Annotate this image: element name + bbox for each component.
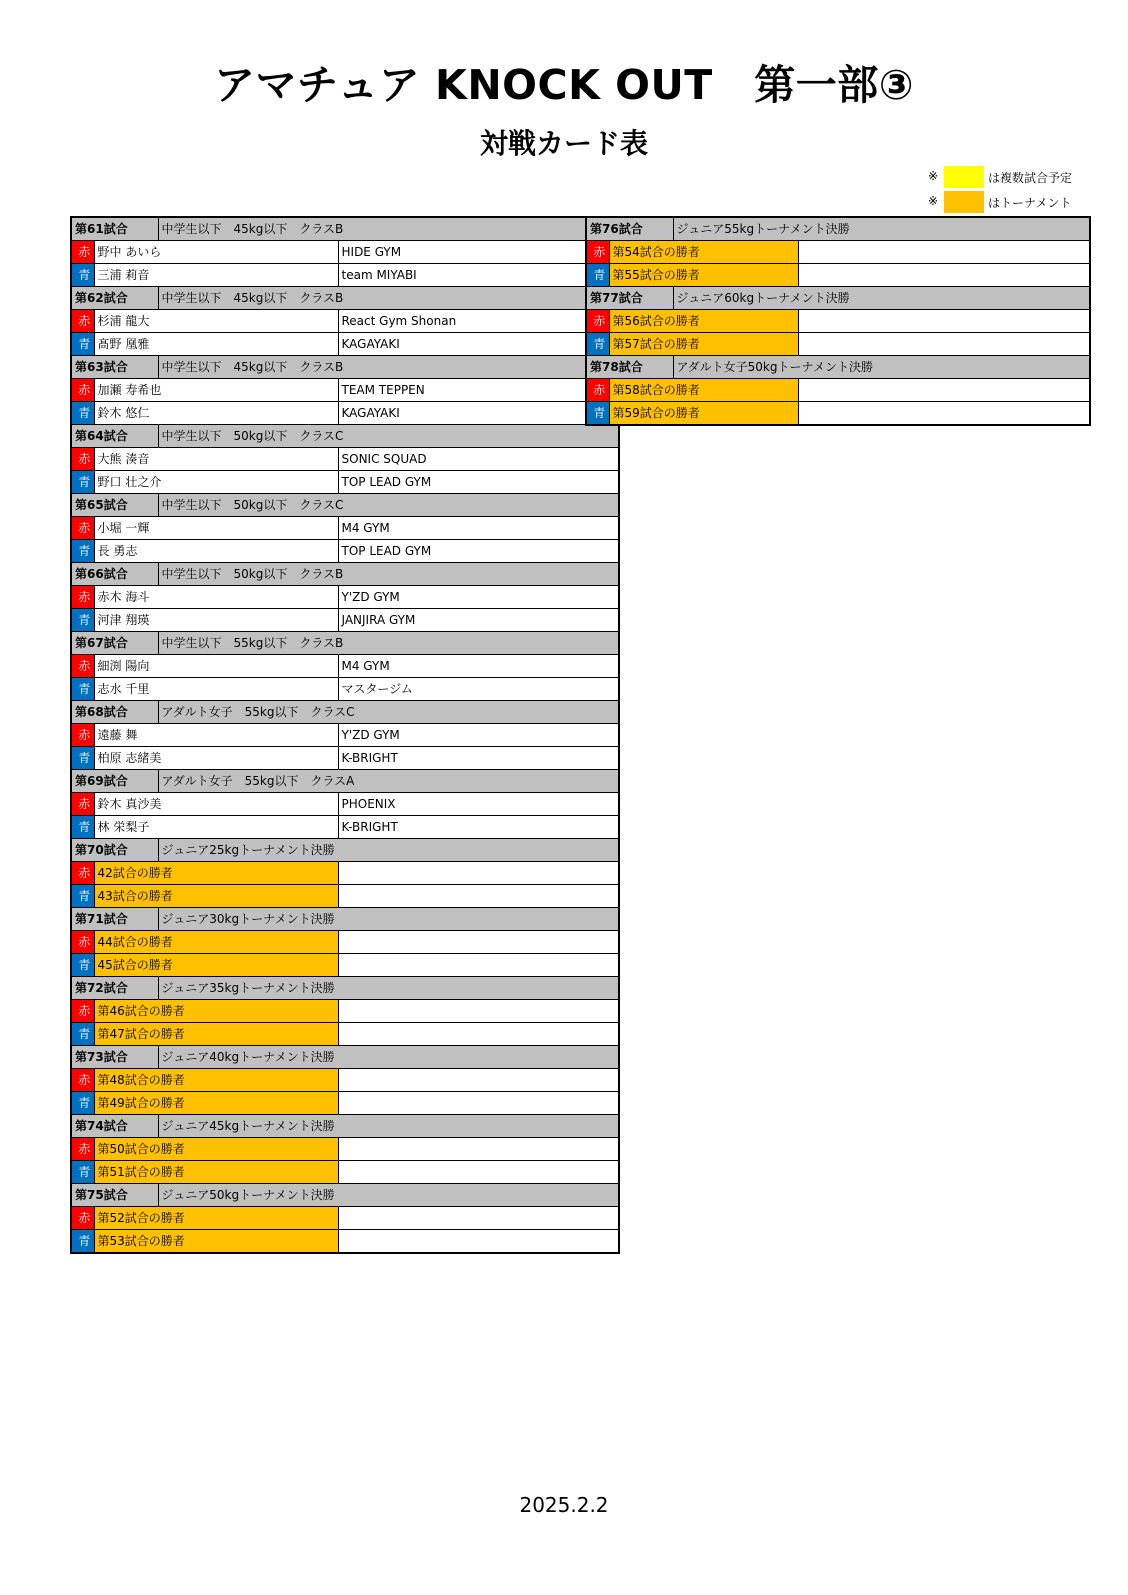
match-header-row xyxy=(71,839,619,862)
match-header-row xyxy=(71,1184,619,1207)
red-corner-label: 赤 xyxy=(71,793,94,816)
fighter-gym xyxy=(338,1069,619,1092)
fighter-name: 45試合の勝者 xyxy=(94,954,338,977)
legend-row-tournament xyxy=(928,191,1108,214)
fighter-name: 第49試合の勝者 xyxy=(94,1092,338,1115)
match-category: ジュニア25kgトーナメント決勝 xyxy=(158,839,619,862)
fighter-row-red xyxy=(71,793,619,816)
match-category: 中学生以下 50kg以下 クラスC xyxy=(158,494,619,517)
fighter-gym xyxy=(798,333,1090,356)
red-corner-label: 赤 xyxy=(586,241,609,264)
red-corner-label: 赤 xyxy=(71,1207,94,1230)
match-number: 第73試合 xyxy=(71,1046,158,1069)
fighter-name: 大熊 湊音 xyxy=(94,448,338,471)
fighter-gym xyxy=(338,931,619,954)
match-number: 第69試合 xyxy=(71,770,158,793)
match-header-row xyxy=(71,494,619,517)
match-header-row xyxy=(71,1115,619,1138)
match-category: 中学生以下 45kg以下 クラスB xyxy=(158,217,619,241)
fighter-name: 柏原 志緒美 xyxy=(94,747,338,770)
fighter-row-blue xyxy=(71,609,619,632)
fighter-gym xyxy=(338,862,619,885)
red-corner-label: 赤 xyxy=(71,862,94,885)
page-title: アマチュア KNOCK OUT 第一部③ xyxy=(214,61,914,109)
match-header-row xyxy=(71,977,619,1000)
fighter-gym: Y'ZD GYM xyxy=(338,586,619,609)
fighter-name: 第57試合の勝者 xyxy=(609,333,798,356)
fighter-name: 第46試合の勝者 xyxy=(94,1000,338,1023)
match-header-row xyxy=(71,287,619,310)
fighter-gym: KAGAYAKI xyxy=(338,333,619,356)
fighter-gym: マスタージム xyxy=(338,678,619,701)
fighter-row-blue xyxy=(71,471,619,494)
fighter-gym xyxy=(798,241,1090,264)
fighter-row-blue xyxy=(71,885,619,908)
blue-corner-label: 青 xyxy=(71,816,94,839)
blue-corner-label: 青 xyxy=(71,678,94,701)
fighter-row-red xyxy=(586,310,1090,333)
match-number: 第62試合 xyxy=(71,287,158,310)
fighter-name: 志水 千里 xyxy=(94,678,338,701)
fighter-gym xyxy=(798,310,1090,333)
fighter-name: 鈴木 真沙美 xyxy=(94,793,338,816)
match-number: 第75試合 xyxy=(71,1184,158,1207)
fighter-row-blue xyxy=(586,402,1090,426)
blue-corner-label: 青 xyxy=(71,264,94,287)
fighter-row-blue xyxy=(71,954,619,977)
fighter-gym: TOP LEAD GYM xyxy=(338,471,619,494)
legend-mark: ※ xyxy=(928,169,939,183)
fighter-gym: KAGAYAKI xyxy=(338,402,619,425)
fighter-row-red xyxy=(586,379,1090,402)
match-category: ジュニア50kgトーナメント決勝 xyxy=(158,1184,619,1207)
red-corner-label: 赤 xyxy=(586,379,609,402)
red-corner-label: 赤 xyxy=(71,241,94,264)
fighter-name: 長 勇志 xyxy=(94,540,338,563)
fighter-gym: PHOENIX xyxy=(338,793,619,816)
fighter-gym xyxy=(338,885,619,908)
fighter-name: 第54試合の勝者 xyxy=(609,241,798,264)
legend xyxy=(928,166,1108,216)
red-corner-label: 赤 xyxy=(71,655,94,678)
fighter-gym: HIDE GYM xyxy=(338,241,619,264)
fighter-row-blue xyxy=(71,402,619,425)
fighter-gym xyxy=(338,1138,619,1161)
red-corner-label: 赤 xyxy=(71,517,94,540)
match-category: アダルト女子 55kg以下 クラスA xyxy=(158,770,619,793)
fighter-name: 44試合の勝者 xyxy=(94,931,338,954)
fighter-row-red xyxy=(71,1138,619,1161)
fighter-gym: JANJIRA GYM xyxy=(338,609,619,632)
fighter-gym xyxy=(338,1230,619,1254)
fighter-row-red xyxy=(71,724,619,747)
match-number: 第74試合 xyxy=(71,1115,158,1138)
fighter-row-blue xyxy=(71,678,619,701)
blue-corner-label: 青 xyxy=(586,264,609,287)
red-corner-label: 赤 xyxy=(71,1138,94,1161)
match-category: 中学生以下 45kg以下 クラスB xyxy=(158,287,619,310)
fighter-row-red xyxy=(71,586,619,609)
match-category: 中学生以下 45kg以下 クラスB xyxy=(158,356,619,379)
fighter-name: 第47試合の勝者 xyxy=(94,1023,338,1046)
fighter-row-blue xyxy=(586,333,1090,356)
fighter-name: 43試合の勝者 xyxy=(94,885,338,908)
match-number: 第67試合 xyxy=(71,632,158,655)
red-corner-label: 赤 xyxy=(71,448,94,471)
blue-corner-label: 青 xyxy=(71,1023,94,1046)
match-card-table-left xyxy=(70,216,620,1254)
fighter-gym xyxy=(798,264,1090,287)
fighter-gym xyxy=(338,1092,619,1115)
match-number: 第72試合 xyxy=(71,977,158,1000)
match-category: ジュニア55kgトーナメント決勝 xyxy=(673,217,1090,241)
fighter-name: 遠藤 舞 xyxy=(94,724,338,747)
blue-corner-label: 青 xyxy=(71,1161,94,1184)
match-category: ジュニア60kgトーナメント決勝 xyxy=(673,287,1090,310)
fighter-name: 第53試合の勝者 xyxy=(94,1230,338,1254)
fighter-row-red xyxy=(71,1069,619,1092)
blue-corner-label: 青 xyxy=(71,1092,94,1115)
fighter-name: 杉浦 龍大 xyxy=(94,310,338,333)
match-number: 第63試合 xyxy=(71,356,158,379)
fighter-name: 三浦 莉音 xyxy=(94,264,338,287)
date: 2025.2.2 xyxy=(519,1493,609,1517)
fighter-gym: TEAM TEPPEN xyxy=(338,379,619,402)
match-category: 中学生以下 50kg以下 クラスC xyxy=(158,425,619,448)
fighter-row-red xyxy=(71,862,619,885)
fighter-name: 第51試合の勝者 xyxy=(94,1161,338,1184)
fighter-gym xyxy=(338,1000,619,1023)
match-header-row xyxy=(586,287,1090,310)
fighter-row-red xyxy=(71,310,619,333)
fighter-row-blue xyxy=(71,747,619,770)
red-corner-label: 赤 xyxy=(71,379,94,402)
page-subtitle: 対戦カード表 xyxy=(479,127,648,160)
legend-text: は複数試合予定 xyxy=(988,171,1073,185)
legend-mark: ※ xyxy=(928,194,939,208)
fighter-row-red xyxy=(71,1207,619,1230)
red-corner-label: 赤 xyxy=(586,310,609,333)
fighter-name: 小堀 一輝 xyxy=(94,517,338,540)
match-category: ジュニア45kgトーナメント決勝 xyxy=(158,1115,619,1138)
match-header-row xyxy=(71,632,619,655)
fighter-name: 細渕 陽向 xyxy=(94,655,338,678)
fighter-gym: React Gym Shonan xyxy=(338,310,619,333)
match-header-row xyxy=(71,356,619,379)
legend-text: はトーナメント xyxy=(988,196,1072,210)
blue-corner-label: 青 xyxy=(71,609,94,632)
fighter-row-red xyxy=(71,655,619,678)
match-header-row xyxy=(71,908,619,931)
fighter-name: 林 栄梨子 xyxy=(94,816,338,839)
fighter-name: 第59試合の勝者 xyxy=(609,402,798,426)
fighter-name: 加瀬 寿希也 xyxy=(94,379,338,402)
fighter-row-red xyxy=(71,1000,619,1023)
match-number: 第70試合 xyxy=(71,839,158,862)
red-corner-label: 赤 xyxy=(71,724,94,747)
blue-corner-label: 青 xyxy=(71,540,94,563)
blue-corner-label: 青 xyxy=(586,402,609,426)
match-number: 第68試合 xyxy=(71,701,158,724)
match-card-table-right xyxy=(585,216,1091,426)
fighter-row-blue xyxy=(71,1161,619,1184)
match-header-row xyxy=(71,770,619,793)
blue-corner-label: 青 xyxy=(586,333,609,356)
fighter-row-blue xyxy=(71,1023,619,1046)
fighter-name: 第56試合の勝者 xyxy=(609,310,798,333)
red-corner-label: 赤 xyxy=(71,310,94,333)
blue-corner-label: 青 xyxy=(71,747,94,770)
fighter-row-blue xyxy=(71,816,619,839)
fighter-row-blue xyxy=(71,540,619,563)
fighter-name: 野口 壮之介 xyxy=(94,471,338,494)
fighter-gym: Y'ZD GYM xyxy=(338,724,619,747)
fighter-row-red xyxy=(586,241,1090,264)
red-corner-label: 赤 xyxy=(71,1069,94,1092)
match-category: ジュニア30kgトーナメント決勝 xyxy=(158,908,619,931)
match-category: 中学生以下 50kg以下 クラスB xyxy=(158,563,619,586)
fighter-row-red xyxy=(71,448,619,471)
fighter-row-blue xyxy=(71,1092,619,1115)
fighter-name: 髙野 凰雅 xyxy=(94,333,338,356)
fighter-name: 赤木 海斗 xyxy=(94,586,338,609)
fighter-name: 第55試合の勝者 xyxy=(609,264,798,287)
match-category: アダルト女子50kgトーナメント決勝 xyxy=(673,356,1090,379)
fighter-name: 第58試合の勝者 xyxy=(609,379,798,402)
fighter-row-red xyxy=(71,241,619,264)
fighter-gym xyxy=(338,1207,619,1230)
match-header-row xyxy=(71,1046,619,1069)
match-number: 第64試合 xyxy=(71,425,158,448)
fighter-gym xyxy=(338,1023,619,1046)
match-number: 第65試合 xyxy=(71,494,158,517)
blue-corner-label: 青 xyxy=(71,333,94,356)
fighter-gym: team MIYABI xyxy=(338,264,619,287)
blue-corner-label: 青 xyxy=(71,471,94,494)
fighter-name: 第50試合の勝者 xyxy=(94,1138,338,1161)
match-header-row xyxy=(586,356,1090,379)
match-number: 第61試合 xyxy=(71,217,158,241)
blue-corner-label: 青 xyxy=(71,1230,94,1254)
fighter-gym: SONIC SQUAD xyxy=(338,448,619,471)
red-corner-label: 赤 xyxy=(71,1000,94,1023)
fighter-gym: M4 GYM xyxy=(338,517,619,540)
fighter-row-blue xyxy=(586,264,1090,287)
fighter-gym: K-BRIGHT xyxy=(338,816,619,839)
match-header-row xyxy=(71,217,619,241)
fighter-name: 鈴木 悠仁 xyxy=(94,402,338,425)
fighter-gym xyxy=(798,402,1090,426)
fighter-row-blue xyxy=(71,333,619,356)
fighter-row-blue xyxy=(71,264,619,287)
match-number: 第76試合 xyxy=(586,217,673,241)
blue-corner-label: 青 xyxy=(71,954,94,977)
match-category: 中学生以下 55kg以下 クラスB xyxy=(158,632,619,655)
fighter-row-red xyxy=(71,931,619,954)
fighter-gym: TOP LEAD GYM xyxy=(338,540,619,563)
match-header-row xyxy=(71,425,619,448)
blue-corner-label: 青 xyxy=(71,885,94,908)
fighter-name: 42試合の勝者 xyxy=(94,862,338,885)
legend-swatch-yellow xyxy=(944,166,984,188)
match-category: ジュニア40kgトーナメント決勝 xyxy=(158,1046,619,1069)
fighter-name: 河津 翔瑛 xyxy=(94,609,338,632)
legend-row-multiple xyxy=(928,166,1108,189)
fighter-row-blue xyxy=(71,1230,619,1254)
match-header-row xyxy=(71,701,619,724)
fighter-gym xyxy=(338,954,619,977)
match-number: 第66試合 xyxy=(71,563,158,586)
fighter-gym: K-BRIGHT xyxy=(338,747,619,770)
fighter-name: 第52試合の勝者 xyxy=(94,1207,338,1230)
match-category: アダルト女子 55kg以下 クラスC xyxy=(158,701,619,724)
match-number: 第77試合 xyxy=(586,287,673,310)
fighter-gym xyxy=(338,1161,619,1184)
blue-corner-label: 青 xyxy=(71,402,94,425)
legend-swatch-orange xyxy=(944,191,984,213)
fighter-name: 野中 あいら xyxy=(94,241,338,264)
match-header-row xyxy=(71,563,619,586)
match-number: 第71試合 xyxy=(71,908,158,931)
fighter-gym: M4 GYM xyxy=(338,655,619,678)
fighter-name: 第48試合の勝者 xyxy=(94,1069,338,1092)
match-header-row xyxy=(586,217,1090,241)
fighter-gym xyxy=(798,379,1090,402)
fighter-row-red xyxy=(71,379,619,402)
fighter-row-red xyxy=(71,517,619,540)
red-corner-label: 赤 xyxy=(71,586,94,609)
match-number: 第78試合 xyxy=(586,356,673,379)
red-corner-label: 赤 xyxy=(71,931,94,954)
match-category: ジュニア35kgトーナメント決勝 xyxy=(158,977,619,1000)
